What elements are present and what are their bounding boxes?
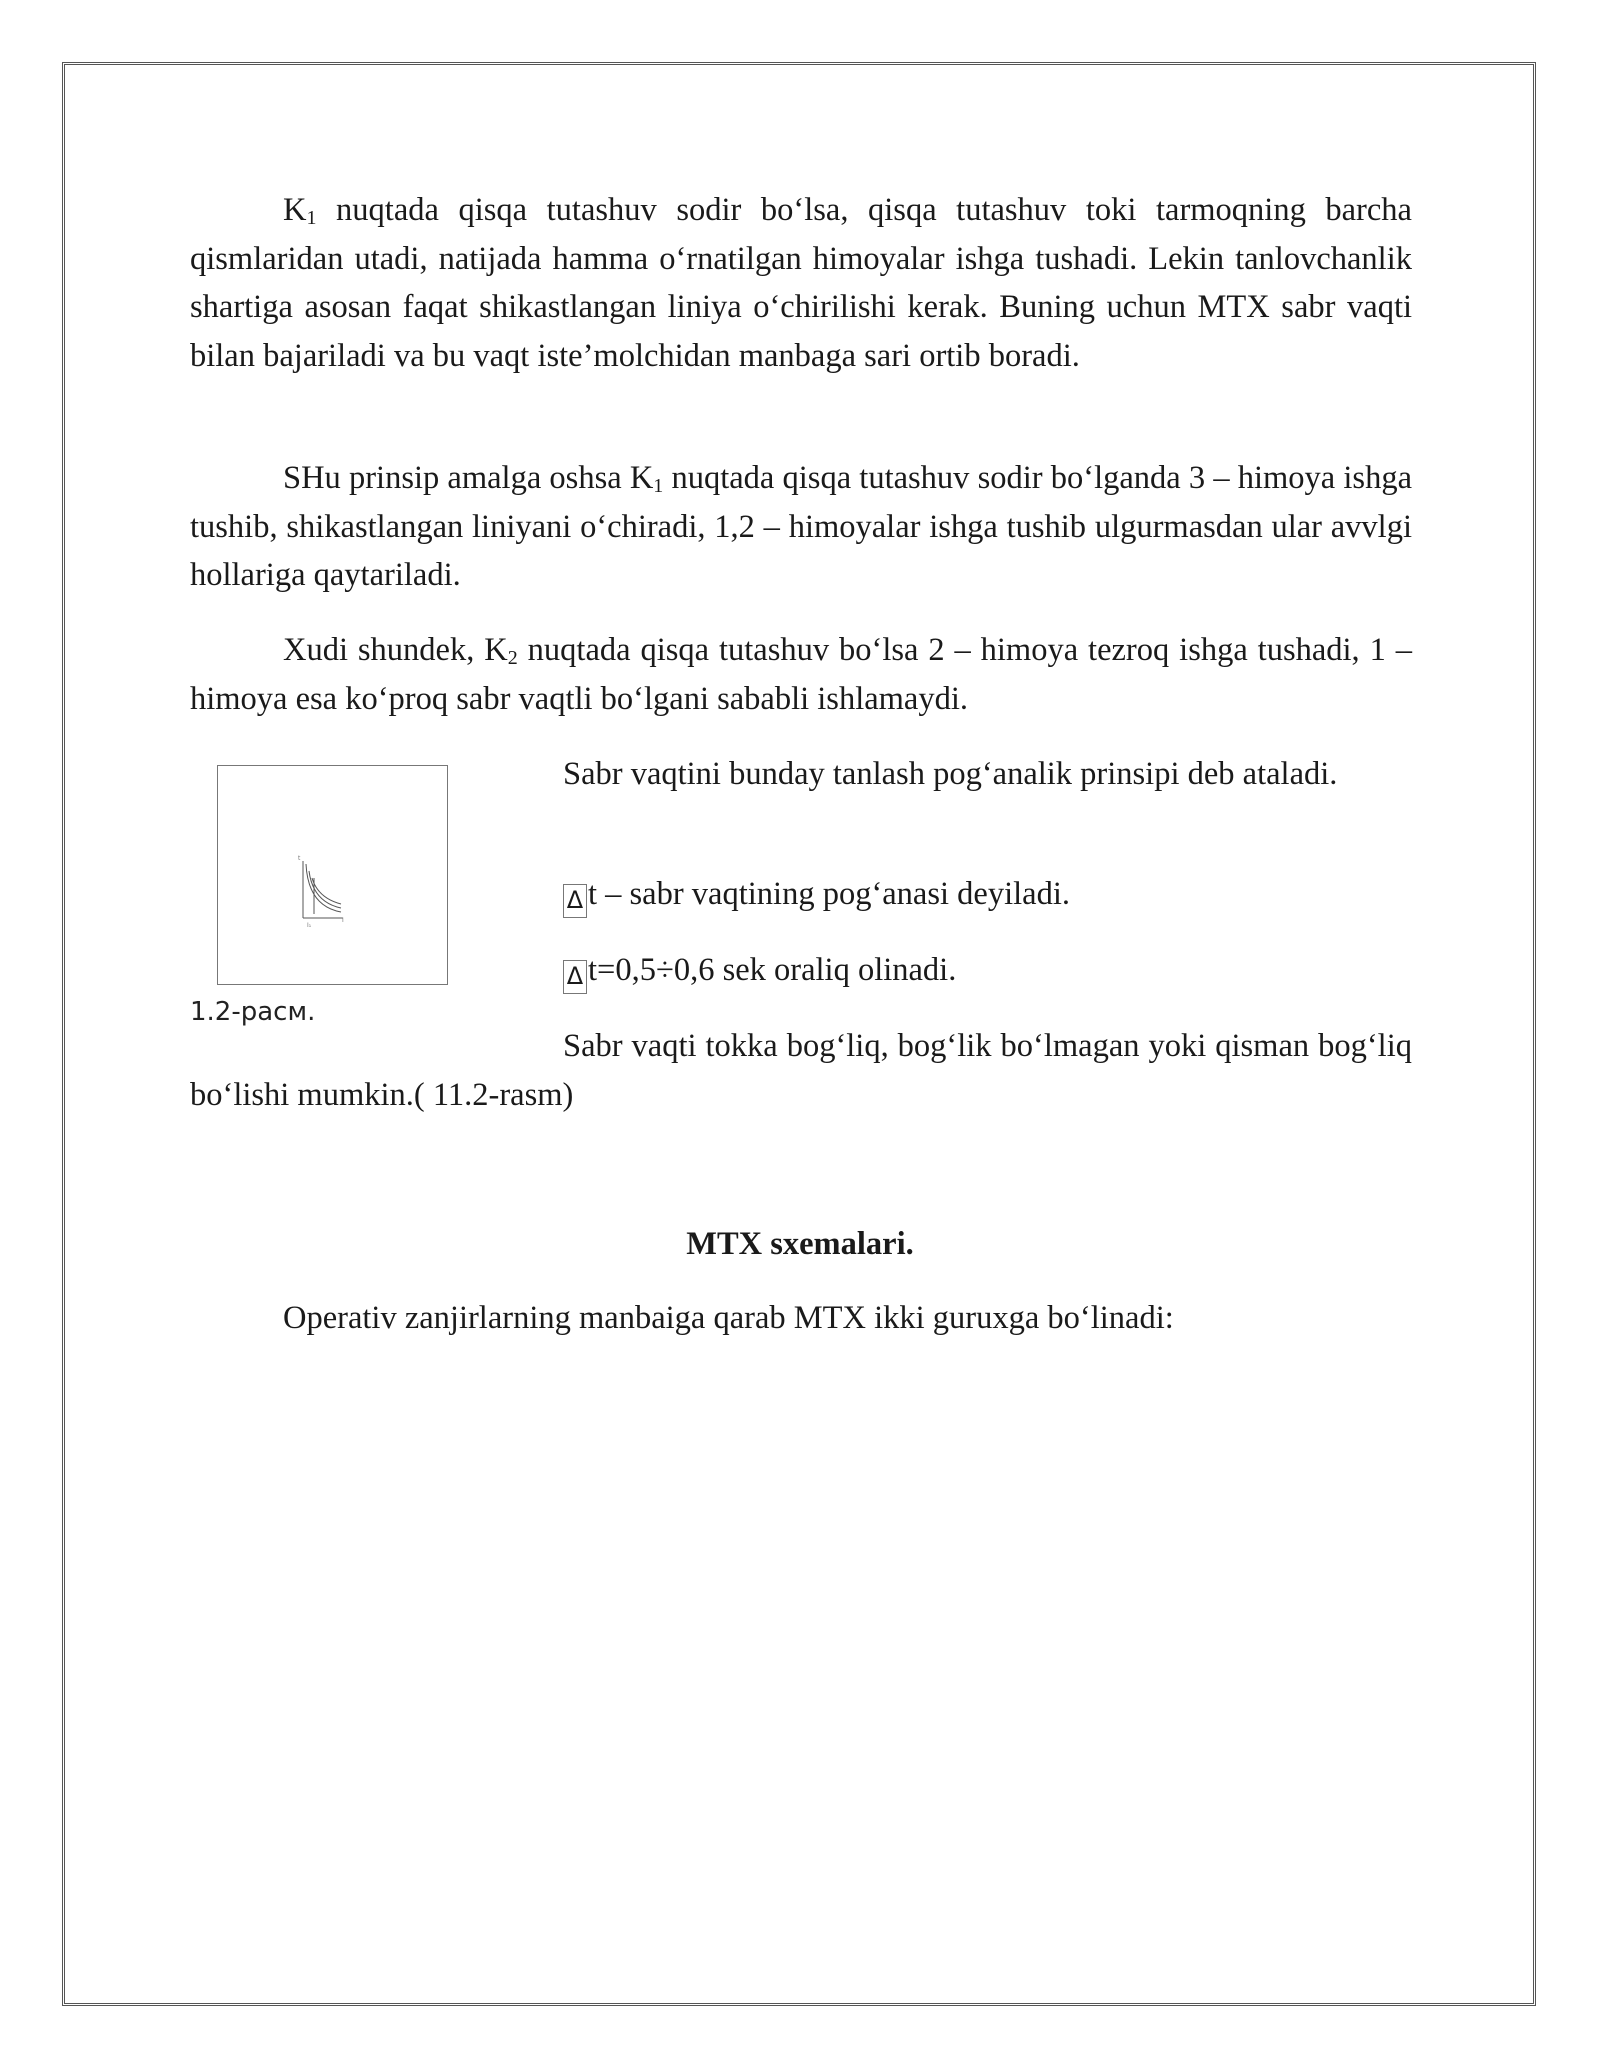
paragraph-4-text: Sabr vaqtini bunday tanlash pog‘analik prinsipi deb ataladi. xyxy=(563,756,1338,792)
paragraph-7-text: Sabr vaqti tokka bog‘liq, bog‘lik bo‘lmagan yoki qisman bog‘liq bo‘lishi mumkin.( 11.2-rasm) xyxy=(190,1028,1412,1113)
paragraph-2-text-after: nuqtada qisqa tutashuv sodir bo‘lganda 3 – himoya ishga tushib, shikastlangan liniyani o‘chiradi, 1,2 – himoyalar ishga tushib ulgurmasdan ular avvlgi hollariga qaytariladi. xyxy=(190,460,1412,593)
paragraph-7 xyxy=(190,1022,1412,1119)
paragraph-2-text-before: SHu prinsip amalga oshsa K xyxy=(283,460,654,496)
k-subscript: 1 xyxy=(306,207,317,229)
figure-thumbnail xyxy=(217,765,448,985)
paragraph-5-text: t – sabr vaqtining pog‘anasi deyiladi. xyxy=(588,876,1070,912)
delta-symbol: Δ xyxy=(563,884,587,918)
svg-text:t: t xyxy=(298,855,301,862)
paragraph-3-text-before: Xudi shundek, K xyxy=(283,632,508,668)
delta-symbol: Δ xyxy=(563,960,587,994)
paragraph-8: Operativ zanjirlarning manbaiga qarab MTX ikki guruxga bo‘linadi: xyxy=(283,1300,1174,1336)
paragraph-3-text-after: nuqtada qisqa tutashuv bo‘lsa 2 – himoya tezroq ishga tushadi, 1 – himoya esa ko‘proq sabr vaqtli bo‘lgani sababli ishlamaydi. xyxy=(190,632,1412,717)
k-label: K xyxy=(283,192,307,228)
k-subscript: 1 xyxy=(653,475,664,497)
paragraph-3 xyxy=(190,626,1412,723)
paragraph-6 xyxy=(563,946,1412,995)
figure-caption: 1.2-расм. xyxy=(190,997,316,1027)
paragraph-1 xyxy=(190,186,1412,380)
paragraph-6-text: t=0,5÷0,6 sek oraliq olinadi. xyxy=(588,952,957,988)
k-subscript: 2 xyxy=(507,647,518,669)
time-current-graph-icon xyxy=(218,766,446,983)
svg-text:I₁: I₁ xyxy=(307,922,312,929)
svg-text:I: I xyxy=(342,917,344,924)
paragraph-2 xyxy=(190,454,1412,600)
paragraph-5 xyxy=(563,870,1412,919)
paragraph-4 xyxy=(471,750,1412,799)
paragraph-1-text: nuqtada qisqa tutashuv sodir bo‘lsa, qisqa tutashuv toki tarmoqning barcha qismlaridan utadi, natijada hamma o‘rnatilgan himoyalar ishga tushadi. Lekin tanlovchanlik shartiga asosan faqat shikastlangan liniya o‘chirilishi kerak. Buning uchun MTX sabr vaqti bilan bajariladi va bu vaqt iste’molchidan manbaga sari ortib boradi. xyxy=(190,192,1412,374)
section-heading: MTX sxemalari. xyxy=(686,1226,914,1262)
